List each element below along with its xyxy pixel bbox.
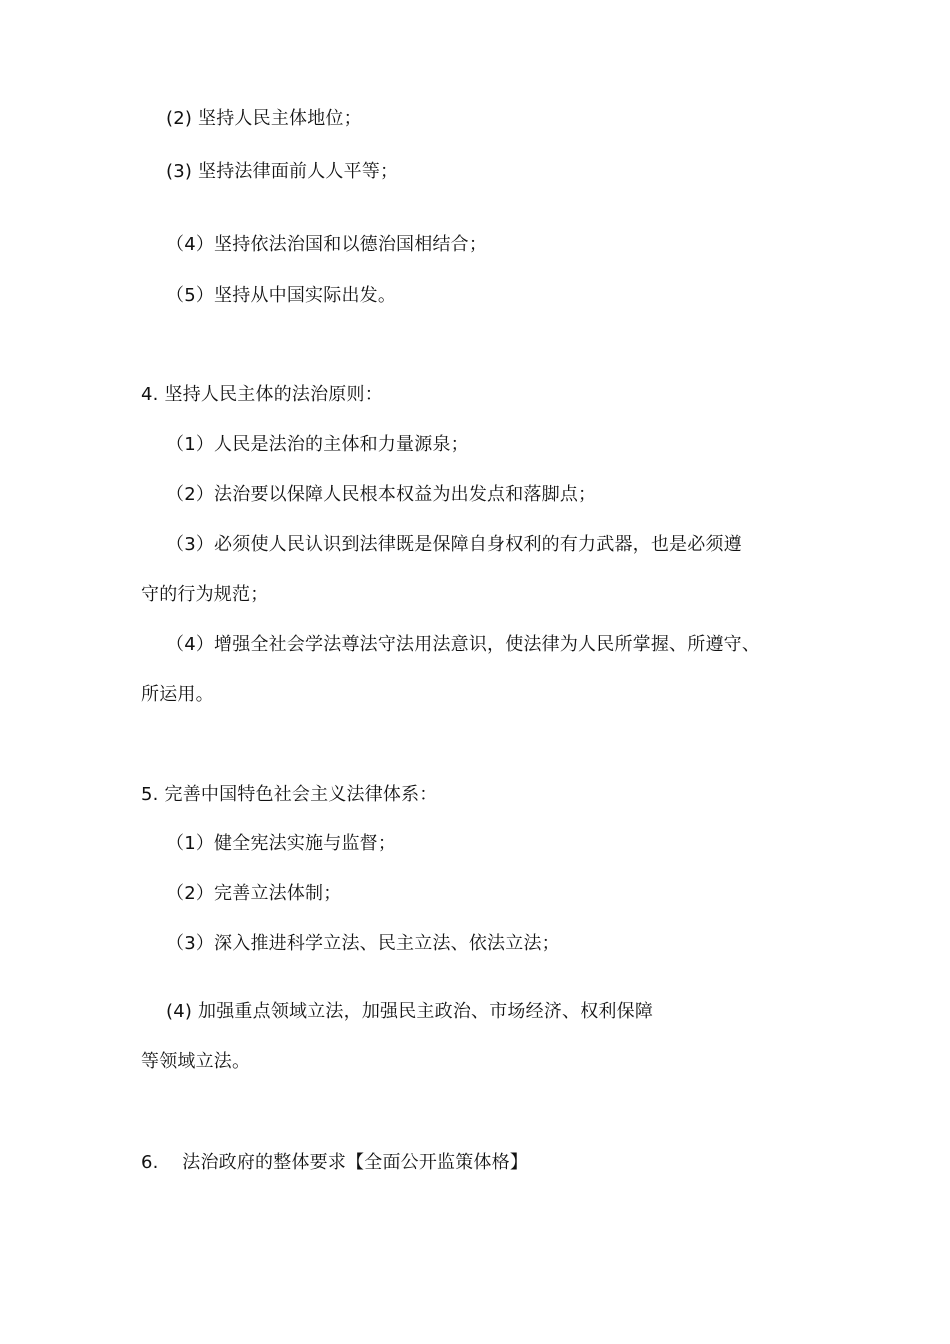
- section-heading: 4. 坚持人民主体的法治原则：: [141, 384, 383, 405]
- list-item: （1）人民是法治的主体和力量源泉；: [166, 434, 469, 455]
- list-item: （4）增强全社会学法尊法守法用法意识，使法律为人民所掌握、所遵守、: [166, 634, 761, 655]
- list-item: （2）法治要以保障人民根本权益为出发点和落脚点；: [166, 484, 597, 505]
- list-item: （5）坚持从中国实际出发。: [166, 285, 397, 306]
- list-item-continuation: 守的行为规范；: [141, 584, 269, 605]
- list-item: (4) 加强重点领域立法，加强民主政治、市场经济、权利保障: [166, 1001, 654, 1022]
- list-item: (3) 坚持法律面前人人平等；: [166, 161, 399, 182]
- list-item: （3）必须使人民认识到法律既是保障自身权利的有力武器，也是必须遵: [166, 534, 742, 555]
- section-heading: 5. 完善中国特色社会主义法律体系：: [141, 784, 438, 805]
- list-item-continuation: 等领域立法。: [141, 1051, 251, 1072]
- list-item: （4）坚持依法治国和以德治国相结合；: [166, 234, 488, 255]
- list-item: （3）深入推进科学立法、民主立法、依法立法；: [166, 933, 560, 954]
- list-item: (2) 坚持人民主体地位；: [166, 108, 362, 129]
- list-item: （1）健全宪法实施与监督；: [166, 833, 397, 854]
- list-item: （2）完善立法体制；: [166, 883, 342, 904]
- list-item-continuation: 所运用。: [141, 684, 214, 705]
- section-heading: 6. 法治政府的整体要求【全面公开监策体格】: [141, 1152, 529, 1173]
